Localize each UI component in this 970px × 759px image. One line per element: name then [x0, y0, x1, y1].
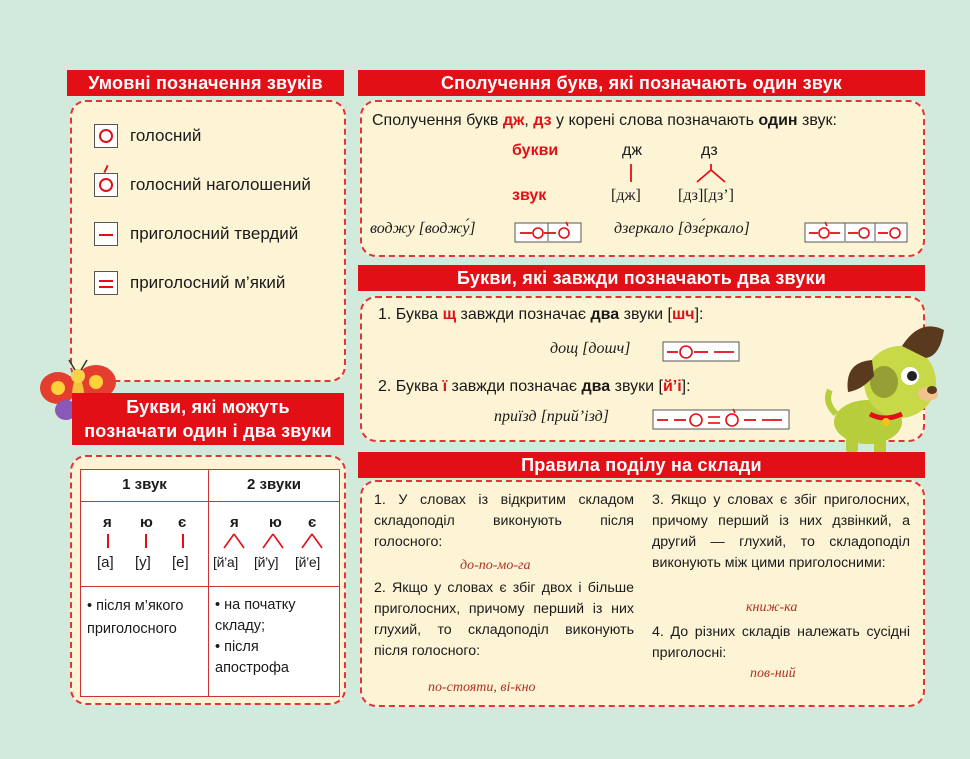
combos-example1: воджу [воджу́]: [370, 220, 476, 237]
note-two-sounds: • на початку складу; • після апострофа: [209, 587, 340, 697]
arrow-line: [182, 534, 184, 548]
soft-consonant-symbol-icon: [94, 271, 118, 295]
syllable-rule-1: 1. У словах із відкритим складом складоподіл виконують після голосного:: [374, 492, 634, 550]
two-sounds-cell: я ю є [й’а] [й’у] [й’е]: [209, 502, 340, 587]
col-one-sound: 1 звук: [81, 470, 209, 502]
syllables-title: Правила поділу на склади: [358, 452, 925, 478]
scheme-pryizd: [652, 408, 792, 430]
syllables-panel: [360, 480, 925, 707]
combos-panel: [360, 100, 925, 257]
legend-hard-consonant: приголосний твердий: [94, 222, 298, 246]
vowel-symbol-icon: [94, 124, 118, 148]
combos-example2: дзеркало [дзе́ркало]: [614, 220, 750, 237]
legend-panel: [70, 100, 346, 382]
one-two-table: [80, 469, 340, 697]
syllable-rule-2: 2. Якщо у словах є збіг двох і більше приголосних, причому перший із них глухий, то складоподіл виконують після голосного:: [374, 580, 634, 659]
col-two-sounds: 2 звуки: [209, 470, 340, 502]
stressed-vowel-symbol-icon: [94, 173, 118, 197]
combos-intro: Сполучення букв дж, дз у корені слова позначають один звук:: [372, 112, 837, 129]
split-arrows-icon: [209, 532, 339, 552]
note-one-sound: • після м’якого приголосного: [81, 587, 209, 697]
arrow-line: [107, 534, 109, 548]
one-two-title: Букви, які можуть позначати один і два звуки: [72, 393, 344, 445]
combos-title: Сполучення букв, які позначають один звук: [358, 70, 925, 96]
letters-to-sound-arrows-icon: [617, 162, 737, 186]
legend-title: Умовні позначення звуків: [67, 70, 344, 96]
sound-label: звук: [512, 187, 547, 204]
rule-shch: 1. Буква щ завжди позначає два звуки [шч]:: [378, 306, 704, 323]
letters-dzh: дж: [622, 142, 643, 159]
legend-vowel: голосний: [94, 124, 201, 148]
letters-label: букви: [512, 142, 559, 159]
syllable-example-1: до-по-мо-га: [460, 558, 531, 573]
arrow-line: [145, 534, 147, 548]
scheme-dzerkalo: [804, 221, 908, 243]
legend-soft-consonant: приголосний м’який: [94, 271, 285, 295]
syllable-example-3: книж-ка: [746, 600, 798, 615]
one-sound-cell: я ю є [а] [у] [е]: [81, 502, 209, 587]
scheme-doshch: [662, 340, 742, 362]
example-pryizd: приїзд [прий’ізд]: [494, 408, 609, 425]
syllable-example-4: пов-ний: [750, 666, 796, 681]
letters-dz: дз: [701, 142, 718, 159]
syllable-example-2: по-стояти, ві-кно: [428, 680, 536, 695]
sound-dzh: [дж]: [611, 187, 641, 204]
syllable-rule-3: 3. Якщо у словах є збіг приголосних, причому перший із них дзвінкий, а другий — глухий, то складоподіл виконують між цими приголосними:: [652, 492, 910, 571]
sound-dz: [дз][дз’]: [678, 187, 734, 204]
hard-consonant-symbol-icon: [94, 222, 118, 246]
rule-yi: 2. Буква ї завжди позначає два звуки [й’і]:: [378, 378, 691, 395]
puppy-icon: [824, 318, 964, 464]
legend-stressed-vowel: голосний наголошений: [94, 173, 311, 197]
two-sounds-title: Букви, які завжди позначають два звуки: [358, 265, 925, 291]
scheme-vodzhu: [514, 221, 582, 243]
example-doshch: дощ [дошч]: [550, 340, 631, 357]
syllable-rule-4: 4. До різних складів належать сусідні приголосні:: [652, 624, 910, 661]
